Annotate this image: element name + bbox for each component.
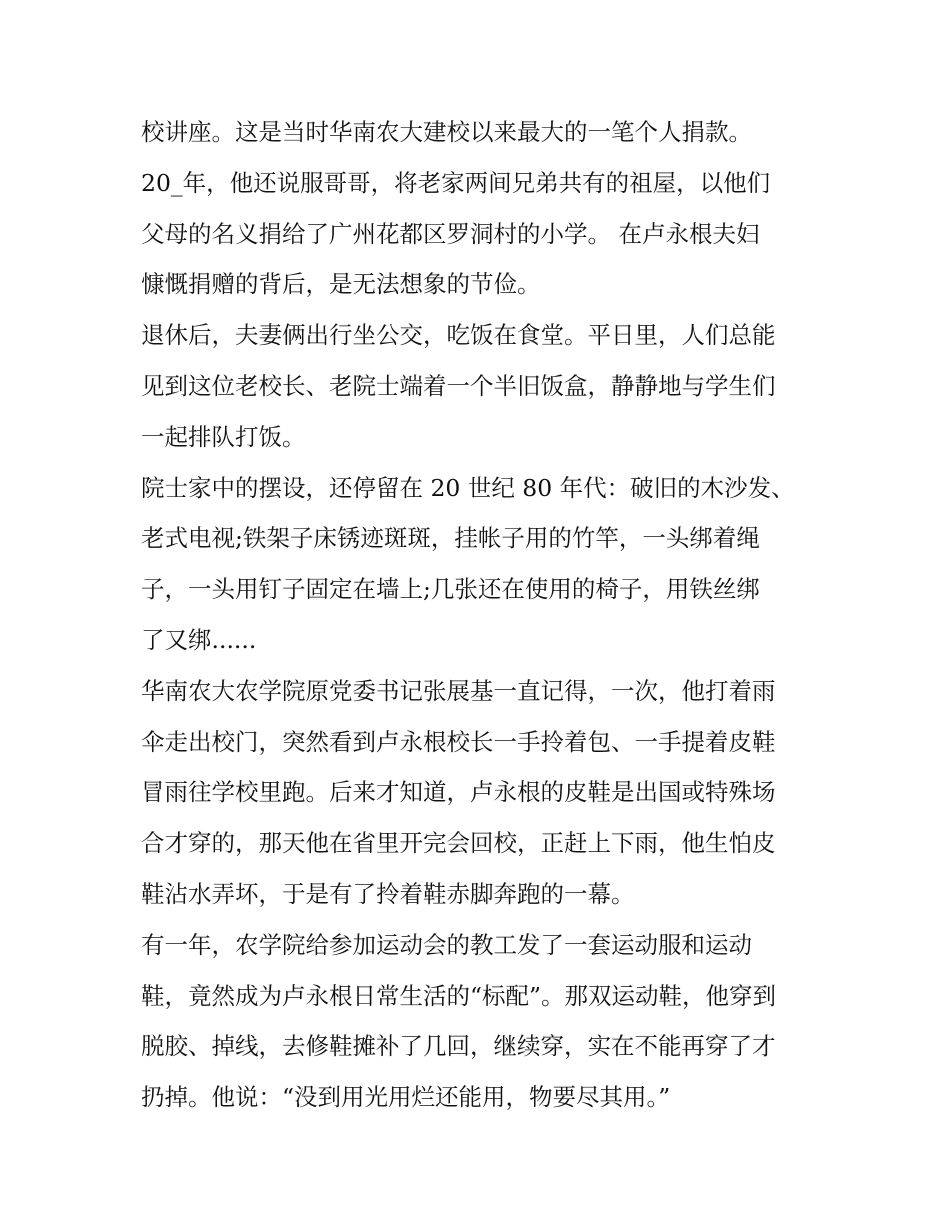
text-line: 20_年，他还说服哥哥，将老家两间兄弟共有的祖屋，以他们 xyxy=(141,168,771,197)
text-line: 慷慨捐赠的背后，是无法想象的节俭。 xyxy=(141,270,541,299)
text-line: 脱胶、掉线，去修鞋摊补了几回，继续穿，实在不能再穿了才 xyxy=(141,1032,776,1061)
text-line: 有一年，农学院给参加运动会的教工发了一套运动服和运动 xyxy=(141,930,752,959)
text-line: 父母的名义捐给了广州花都区罗洞村的小学。 在卢永根夫妇 xyxy=(141,219,760,248)
text-line: 退休后，夫妻俩出行坐公交，吃饭在食堂。平日里，人们总能 xyxy=(141,321,776,350)
text-line: 院士家中的摆设，还停留在 20 世纪 80 年代：破旧的木沙发、 xyxy=(141,473,795,502)
text-line: 合才穿的，那天他在省里开完会回校，正赶上下雨，他生怕皮 xyxy=(141,829,776,858)
text-line: 校讲座。这是当时华南农大建校以来最大的一笔个人捐款。 xyxy=(141,118,752,146)
text-line: 老式电视;铁架子床锈迹斑斑，挂帐子用的竹竿，一头绑着绳 xyxy=(141,524,760,553)
text-line: 了又绑...... xyxy=(141,625,257,654)
text-line: 见到这位老校长、老院士端着一个半旧饭盒，静静地与学生们 xyxy=(141,371,776,400)
text-line: 子，一头用钉子固定在墙上;几张还在使用的椅子，用铁丝绑 xyxy=(141,575,760,604)
text-line: 冒雨往学校里跑。后来才知道，卢永根的皮鞋是出国或特殊场 xyxy=(141,778,776,807)
text-line: 鞋，竟然成为卢永根日常生活的“标配”。那双运动鞋，他穿到 xyxy=(141,981,777,1010)
text-line: 鞋沾水弄坏，于是有了拎着鞋赤脚奔跑的一幕。 xyxy=(141,879,635,908)
text-line: 华南农大农学院原党委书记张展基一直记得，一次，他打着雨 xyxy=(141,676,776,705)
text-line: 伞走出校门，突然看到卢永根校长一手拎着包、一手提着皮鞋 xyxy=(141,727,776,756)
text-line: 扔掉。他说：“没到用光用烂还能用，物要尽其用。” xyxy=(141,1083,671,1112)
text-line: 一起排队打饭。 xyxy=(141,422,306,451)
body-text xyxy=(141,107,821,1123)
